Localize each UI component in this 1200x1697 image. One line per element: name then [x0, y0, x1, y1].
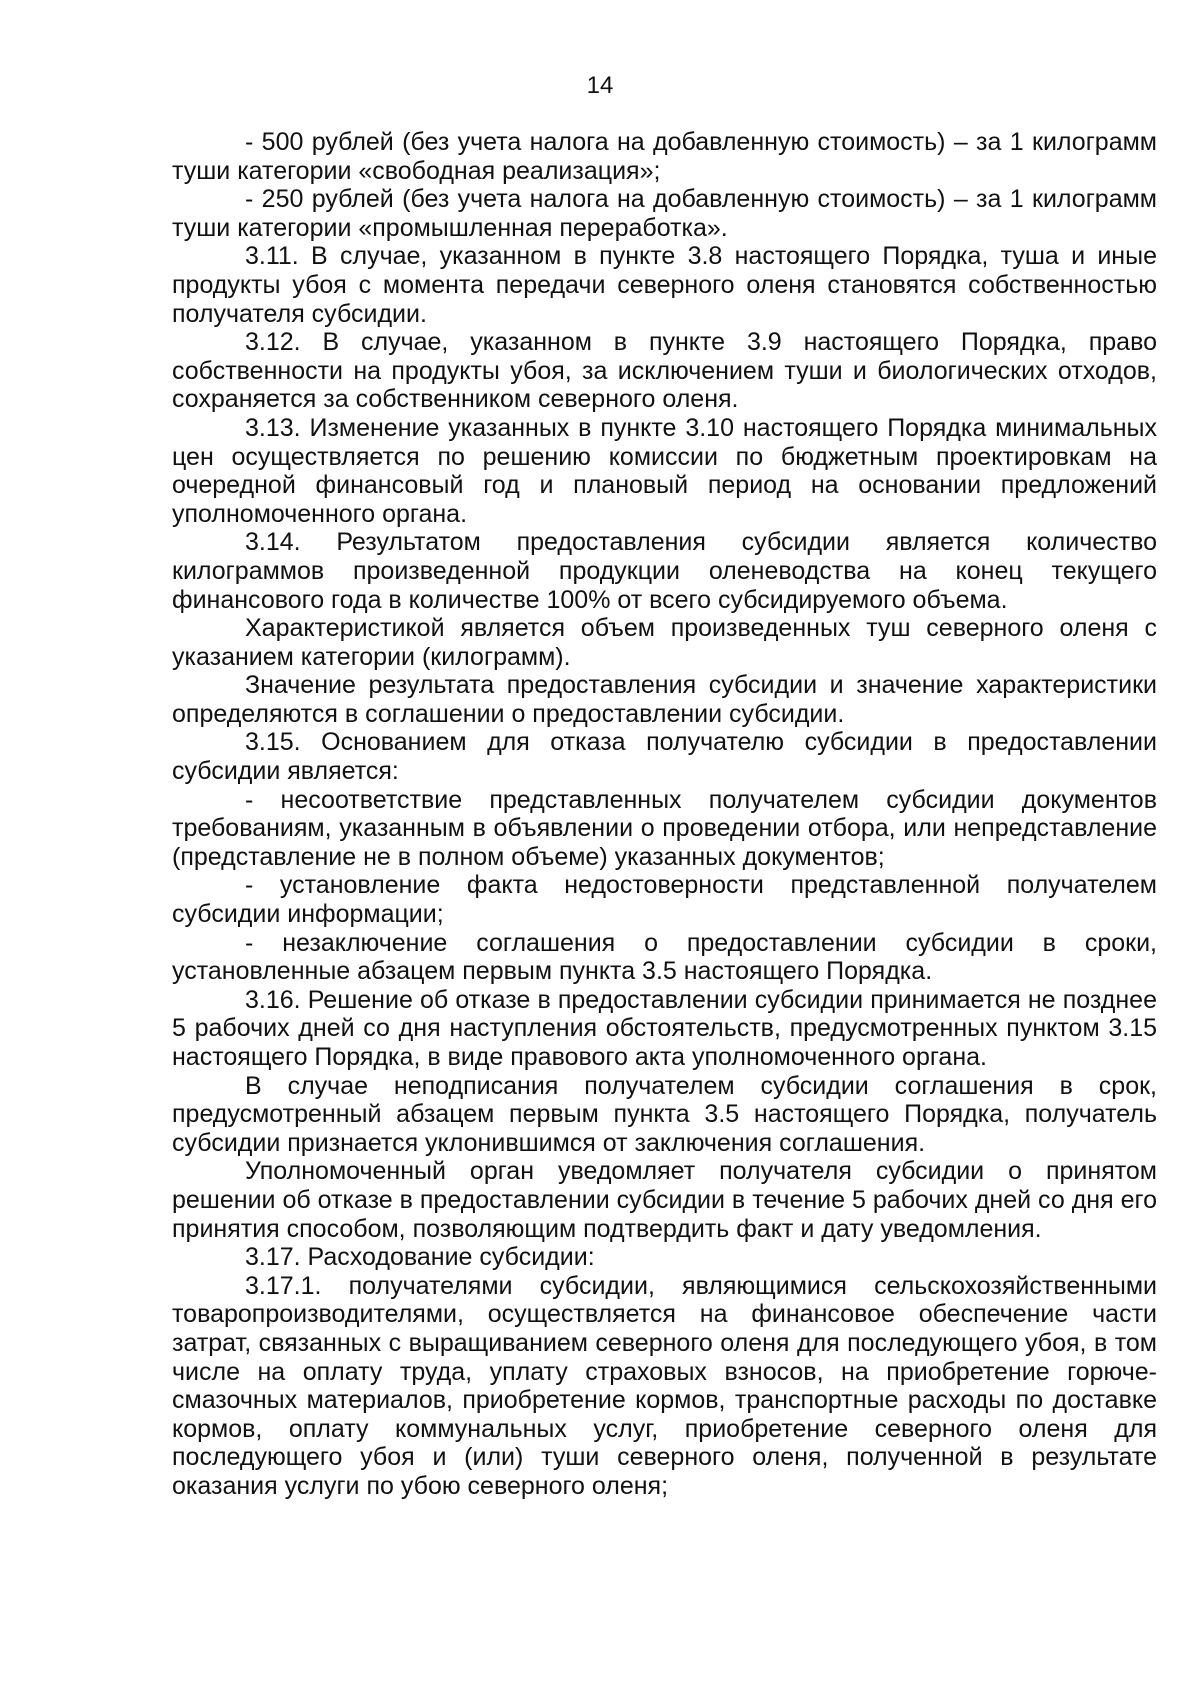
paragraph-3-17: 3.17. Расходование субсидии:: [245, 1243, 595, 1272]
paragraph-3-11: 3.11. В случае, указанном в пункте 3.8 настоящего Порядка, туша и иные продукты убоя с момента передачи северного оленя становятся собственностью получателя субсидии.: [172, 242, 1157, 328]
paragraph-refusal-reason-2: - установление факта недостоверности представленной получателем субсидии информации;: [172, 871, 1157, 929]
paragraph-notification: Уполномоченный орган уведомляет получателя субсидии о принятом решении об отказе в предоставлении субсидии в течение 5 рабочих дней со дня его принятия способом, позволяющим подтвердить факт и дату уведомления.: [172, 1157, 1157, 1243]
page-number: 14: [586, 72, 614, 99]
paragraph-3-13: 3.13. Изменение указанных в пункте 3.10 настоящего Порядка минимальных цен осуществляется по решению комиссии по бюджетным проектировкам на очередной финансовый год и плановый период на основании предложений уполномоченного органа.: [172, 413, 1157, 528]
paragraph-3-16: 3.16. Решение об отказе в предоставлении субсидии принимается не позднее 5 рабочих дней со дня наступления обстоятельств, предусмотренных пунктом 3.15 настоящего Порядка, в виде правового акта уполномоченного органа.: [172, 985, 1157, 1071]
paragraph-3-15: 3.15. Основанием для отказа получателю субсидии в предоставлении субсидии является:: [172, 728, 1157, 786]
paragraph-price-500: - 500 рублей (без учета налога на добавленную стоимость) – за 1 килограмм туши категории «свободная реализация»;: [172, 128, 1157, 185]
paragraph-result-value: Значение результата предоставления субсидии и значение характеристики определяются в соглашении о предоставлении субсидии.: [172, 671, 1157, 728]
paragraph-characteristic: Характеристикой является объем произведенных туш северного оленя с указанием категории (килограмм).: [172, 614, 1157, 671]
paragraph-3-12: 3.12. В случае, указанном в пункте 3.9 настоящего Порядка, право собственности на продукты убоя, за исключением туши и биологических отходов, сохраняется за собственником северного оленя.: [172, 328, 1157, 414]
paragraph-3-17-1: 3.17.1. получателями субсидии, являющимися сельскохозяйственными товаропроизводителями, осуществляется на финансовое обеспечение части затрат, связанных с выращиванием северного оленя для последующего убоя, в том числе на оплату труда, уплату страховых взносов, на приобретение горюче-смазочных материалов, приобретение кормов, транспортные расходы по доставке кормов, оплату коммунальных услуг, приобретение северного оленя для последующего убоя и (или) туши северного оленя, полученной в результате оказания услуги по убою северного оленя;: [172, 1271, 1157, 1500]
paragraph-3-14: 3.14. Результатом предоставления субсидии является количество килограммов произведенной продукции оленеводства на конец текущего финансового года в количестве 100% от всего субсидируемого объема.: [172, 528, 1157, 614]
paragraph-refusal-reason-1: - несоответствие представленных получателем субсидии документов требованиям, указанным в объявлении о проведении отбора, или непредставление (представление не в полном объеме) указанных документов;: [172, 785, 1157, 871]
paragraph-refusal-reason-3: - незаключение соглашения о предоставлении субсидии в сроки, установленные абзацем первым пункта 3.5 настоящего Порядка.: [172, 928, 1157, 986]
paragraph-price-250: - 250 рублей (без учета налога на добавленную стоимость) – за 1 килограмм туши категории «промышленная переработка».: [172, 185, 1157, 242]
paragraph-non-signing: В случае неподписания получателем субсидии соглашения в срок, предусмотренный абзацем первым пункта 3.5 настоящего Порядка, получатель субсидии признается уклонившимся от заключения соглашения.: [172, 1071, 1157, 1157]
document-body: [172, 128, 1157, 1501]
